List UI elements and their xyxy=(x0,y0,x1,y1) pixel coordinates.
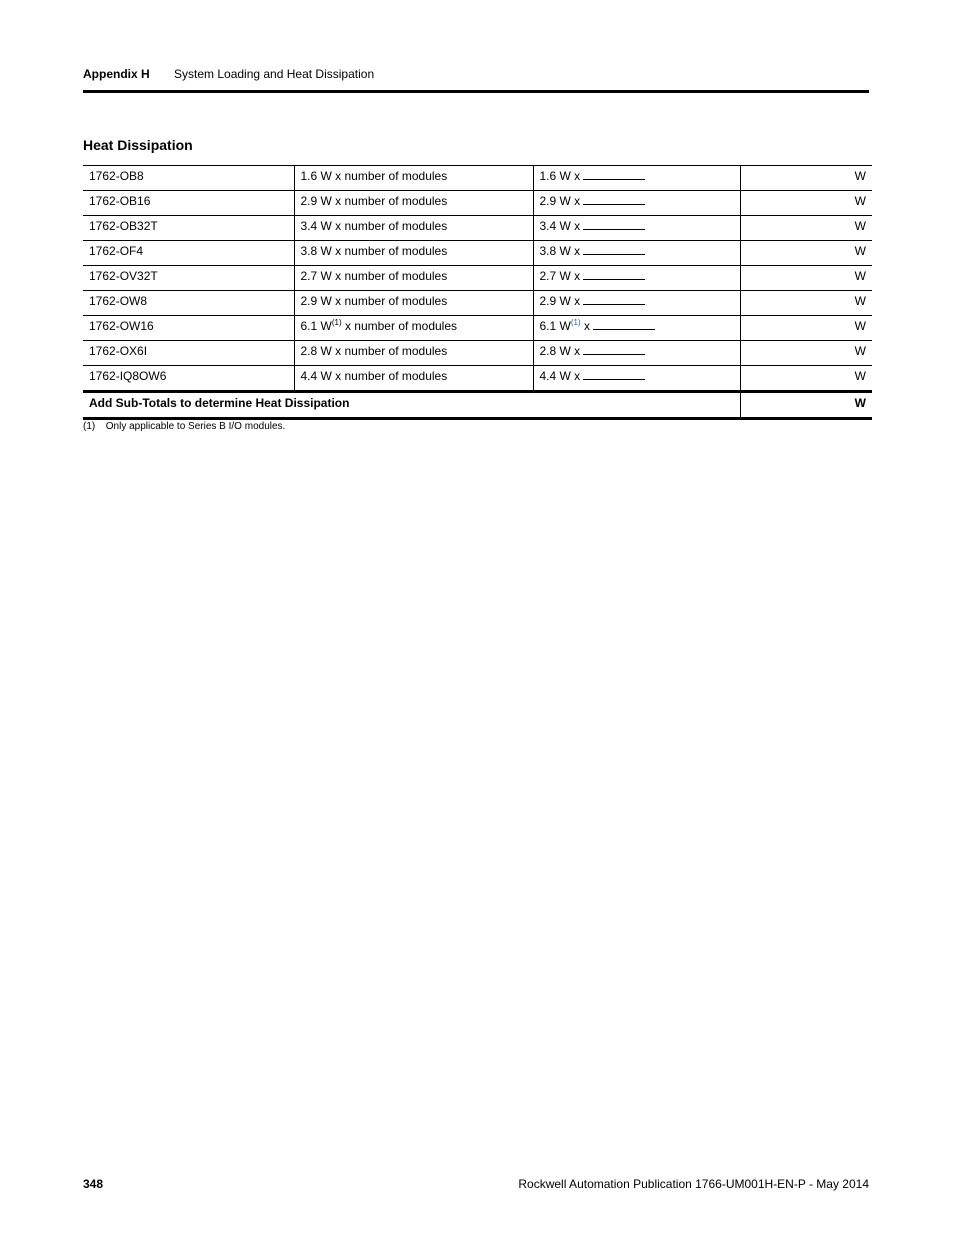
calc-cell xyxy=(533,241,740,266)
formula-text: 6.1 W xyxy=(300,319,332,333)
heat-dissipation-table xyxy=(83,165,872,420)
formula-cell: 2.8 W x number of modules xyxy=(294,341,533,366)
calc-cell xyxy=(533,266,740,291)
table-row xyxy=(83,316,872,341)
table-row xyxy=(83,366,872,392)
table-row xyxy=(83,241,872,266)
calc-cell xyxy=(533,191,740,216)
table-row xyxy=(83,191,872,216)
calc-text: 3.4 W x xyxy=(539,219,581,233)
total-unit: W xyxy=(740,392,872,419)
appendix-label: Appendix H xyxy=(83,67,150,81)
fill-in-blank xyxy=(593,317,655,330)
fill-in-blank xyxy=(583,217,645,230)
formula-cell: 2.9 W x number of modules xyxy=(294,291,533,316)
unit-cell: W xyxy=(740,291,872,316)
unit-cell: W xyxy=(740,316,872,341)
footnote-link[interactable]: (1) xyxy=(570,318,581,327)
footnote xyxy=(83,421,285,432)
calc-cell xyxy=(533,341,740,366)
module-cell: 1762-OF4 xyxy=(83,241,294,266)
formula-text: x number of modules xyxy=(341,319,458,333)
calc-text: 3.8 W x xyxy=(539,244,581,258)
table-row xyxy=(83,291,872,316)
calc-cell xyxy=(533,166,740,191)
unit-cell: W xyxy=(740,216,872,241)
table-row xyxy=(83,216,872,241)
table-row xyxy=(83,341,872,366)
fill-in-blank xyxy=(583,292,645,305)
chapter-title: System Loading and Heat Dissipation xyxy=(174,67,375,81)
fill-in-blank xyxy=(583,367,645,380)
formula-cell: 2.7 W x number of modules xyxy=(294,266,533,291)
unit-cell: W xyxy=(740,266,872,291)
unit-cell: W xyxy=(740,341,872,366)
calc-cell xyxy=(533,366,740,392)
fill-in-blank xyxy=(583,267,645,280)
module-cell: 1762-OW8 xyxy=(83,291,294,316)
page-header xyxy=(83,66,869,93)
formula-cell: 4.4 W x number of modules xyxy=(294,366,533,392)
calc-text: 2.9 W x xyxy=(539,294,581,308)
formula-cell: 2.9 W x number of modules xyxy=(294,191,533,216)
formula-cell: 3.8 W x number of modules xyxy=(294,241,533,266)
formula-cell xyxy=(294,316,533,341)
unit-cell: W xyxy=(740,191,872,216)
calc-text: 2.7 W x xyxy=(539,269,581,283)
fill-in-blank xyxy=(583,192,645,205)
calc-cell xyxy=(533,316,740,341)
module-cell: 1762-OB8 xyxy=(83,166,294,191)
calc-cell xyxy=(533,216,740,241)
module-cell: 1762-IQ8OW6 xyxy=(83,366,294,392)
calc-text: 2.9 W x xyxy=(539,194,581,208)
fill-in-blank xyxy=(583,342,645,355)
total-label: Add Sub-Totals to determine Heat Dissipation xyxy=(83,392,740,419)
footnote-text: Only applicable to Series B I/O modules. xyxy=(105,421,286,432)
calc-text: 4.4 W x xyxy=(539,369,581,383)
module-cell: 1762-OV32T xyxy=(83,266,294,291)
module-cell: 1762-OB32T xyxy=(83,216,294,241)
module-cell: 1762-OB16 xyxy=(83,191,294,216)
calc-cell xyxy=(533,291,740,316)
calc-text: 2.8 W x xyxy=(539,344,581,358)
unit-cell: W xyxy=(740,241,872,266)
calc-text: x xyxy=(580,319,590,333)
module-cell: 1762-OX6I xyxy=(83,341,294,366)
footnote-ref: (1) xyxy=(331,318,342,327)
publication-info: Rockwell Automation Publication 1766-UM001H-EN-P - May 2014 xyxy=(518,1177,869,1191)
formula-cell: 1.6 W x number of modules xyxy=(294,166,533,191)
footnote-mark: (1) xyxy=(83,421,96,432)
page-number: 348 xyxy=(83,1177,104,1191)
formula-cell: 3.4 W x number of modules xyxy=(294,216,533,241)
fill-in-blank xyxy=(583,167,645,180)
calc-text: 1.6 W x xyxy=(539,169,581,183)
calc-text: 6.1 W xyxy=(539,319,571,333)
table-row xyxy=(83,266,872,291)
total-row xyxy=(83,392,872,419)
table-row xyxy=(83,166,872,191)
module-cell: 1762-OW16 xyxy=(83,316,294,341)
section-title: Heat Dissipation xyxy=(83,137,193,153)
unit-cell: W xyxy=(740,166,872,191)
unit-cell: W xyxy=(740,366,872,392)
fill-in-blank xyxy=(583,242,645,255)
